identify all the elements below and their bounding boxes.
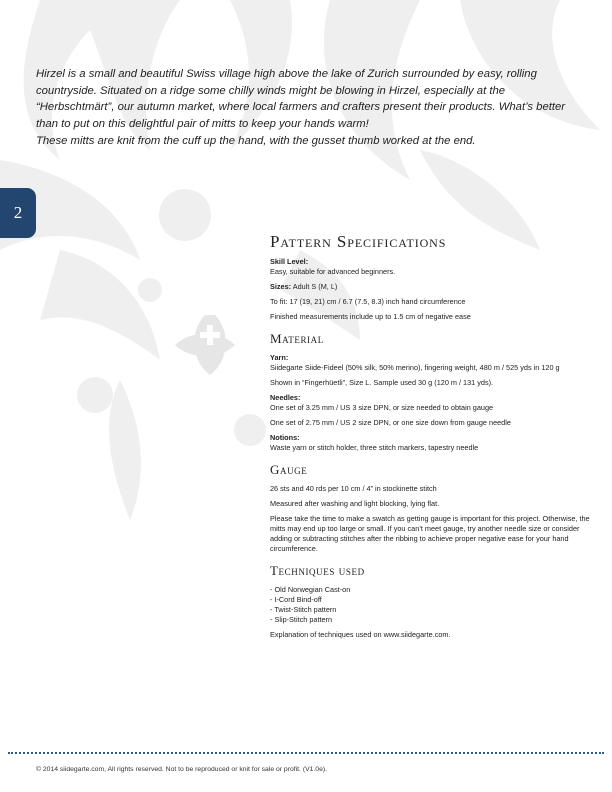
ease-line: Finished measurements include up to 1.5 cm of negative ease bbox=[270, 312, 471, 321]
section-title-material: Material bbox=[270, 331, 324, 346]
needles-line-2: One set of 2.75 mm / US 2 size DPN, or one size down from gauge needle bbox=[270, 418, 511, 427]
yarn-line-1: Siidegarte Siide-Fideel (50% silk, 50% merino), fingering weight, 480 m / 525 yds in 120 g bbox=[270, 363, 560, 372]
intro-paragraph-2: These mitts are knit from the cuff up the hand, with the gusset thumb worked at the end. bbox=[36, 135, 476, 147]
gauge-line-2: Measured after washing and light blocking, lying flat. bbox=[270, 499, 440, 508]
gauge-line-3: Please take the time to make a swatch as getting gauge is important for this project. Otherwise, the mitts may end up too large or small. If you can’t meet gauge, try another needle size or consider adding or subtracting stitches after the ribbing to achieve proper negative ease for your hand circumference. bbox=[270, 514, 590, 553]
sizes-line bbox=[270, 282, 592, 292]
intro-paragraph-1: Hirzel is a small and beautiful Swiss village high above the lake of Zurich surrounded by easy, rolling countryside. Situated on a ridge some chilly winds might be blowing in Hirzel, especially at the “Herbschtmärt”, our autumn market, where local farmers and crafters present their products. What’s better than to put on this delightful pair of mitts to keep your hands warm! bbox=[36, 68, 566, 130]
yarn-line-2: Shown in “Fingerhüetli”, Size L. Sample used 30 g (120 m / 131 yds). bbox=[270, 378, 494, 387]
notions-label: Notions: bbox=[270, 433, 300, 442]
skill-level-value: Easy, suitable for advanced beginners. bbox=[270, 267, 396, 276]
yarn-label: Yarn: bbox=[270, 353, 289, 362]
footer-copyright: © 2014 siidegarte.com, All rights reserved. Not to be reproduced or knit for sale or profit. (V1.0e). bbox=[36, 766, 327, 773]
sizes-value: Adult S (M, L) bbox=[291, 282, 338, 291]
list-item: - Twist-Stitch pattern bbox=[270, 605, 337, 614]
list-item: - Slip-Stitch pattern bbox=[270, 615, 333, 624]
specifications-column bbox=[270, 232, 592, 645]
dotted-divider bbox=[8, 752, 604, 754]
needles-line-1: One set of 3.25 mm / US 3 size DPN, or size needed to obtain gauge bbox=[270, 403, 494, 412]
intro-text bbox=[36, 66, 584, 151]
gauge-line-1: 26 sts and 40 rds per 10 cm / 4” in stockinette stitch bbox=[270, 484, 437, 493]
section-title-techniques: Techniques used bbox=[270, 563, 365, 578]
techniques-list bbox=[270, 585, 592, 625]
notions-line: Waste yarn or stitch holder, three stitch markers, tapestry needle bbox=[270, 443, 479, 452]
page-number: 2 bbox=[13, 203, 23, 222]
list-item: - I-Cord Bind-off bbox=[270, 595, 322, 604]
sizes-label: Sizes: bbox=[270, 282, 292, 291]
needles-label: Needles: bbox=[270, 393, 301, 402]
list-item: - Old Norwegian Cast-on bbox=[270, 585, 351, 594]
section-title-specifications: Pattern Specifications bbox=[270, 232, 447, 251]
section-title-gauge: Gauge bbox=[270, 462, 308, 477]
skill-level-label: Skill Level: bbox=[270, 257, 309, 266]
page-number-tab bbox=[0, 188, 36, 238]
techniques-explanation: Explanation of techniques used on www.siidegarte.com. bbox=[270, 630, 451, 639]
fit-line: To fit: 17 (19, 21) cm / 6.7 (7.5, 8.3) inch hand circumference bbox=[270, 297, 466, 306]
